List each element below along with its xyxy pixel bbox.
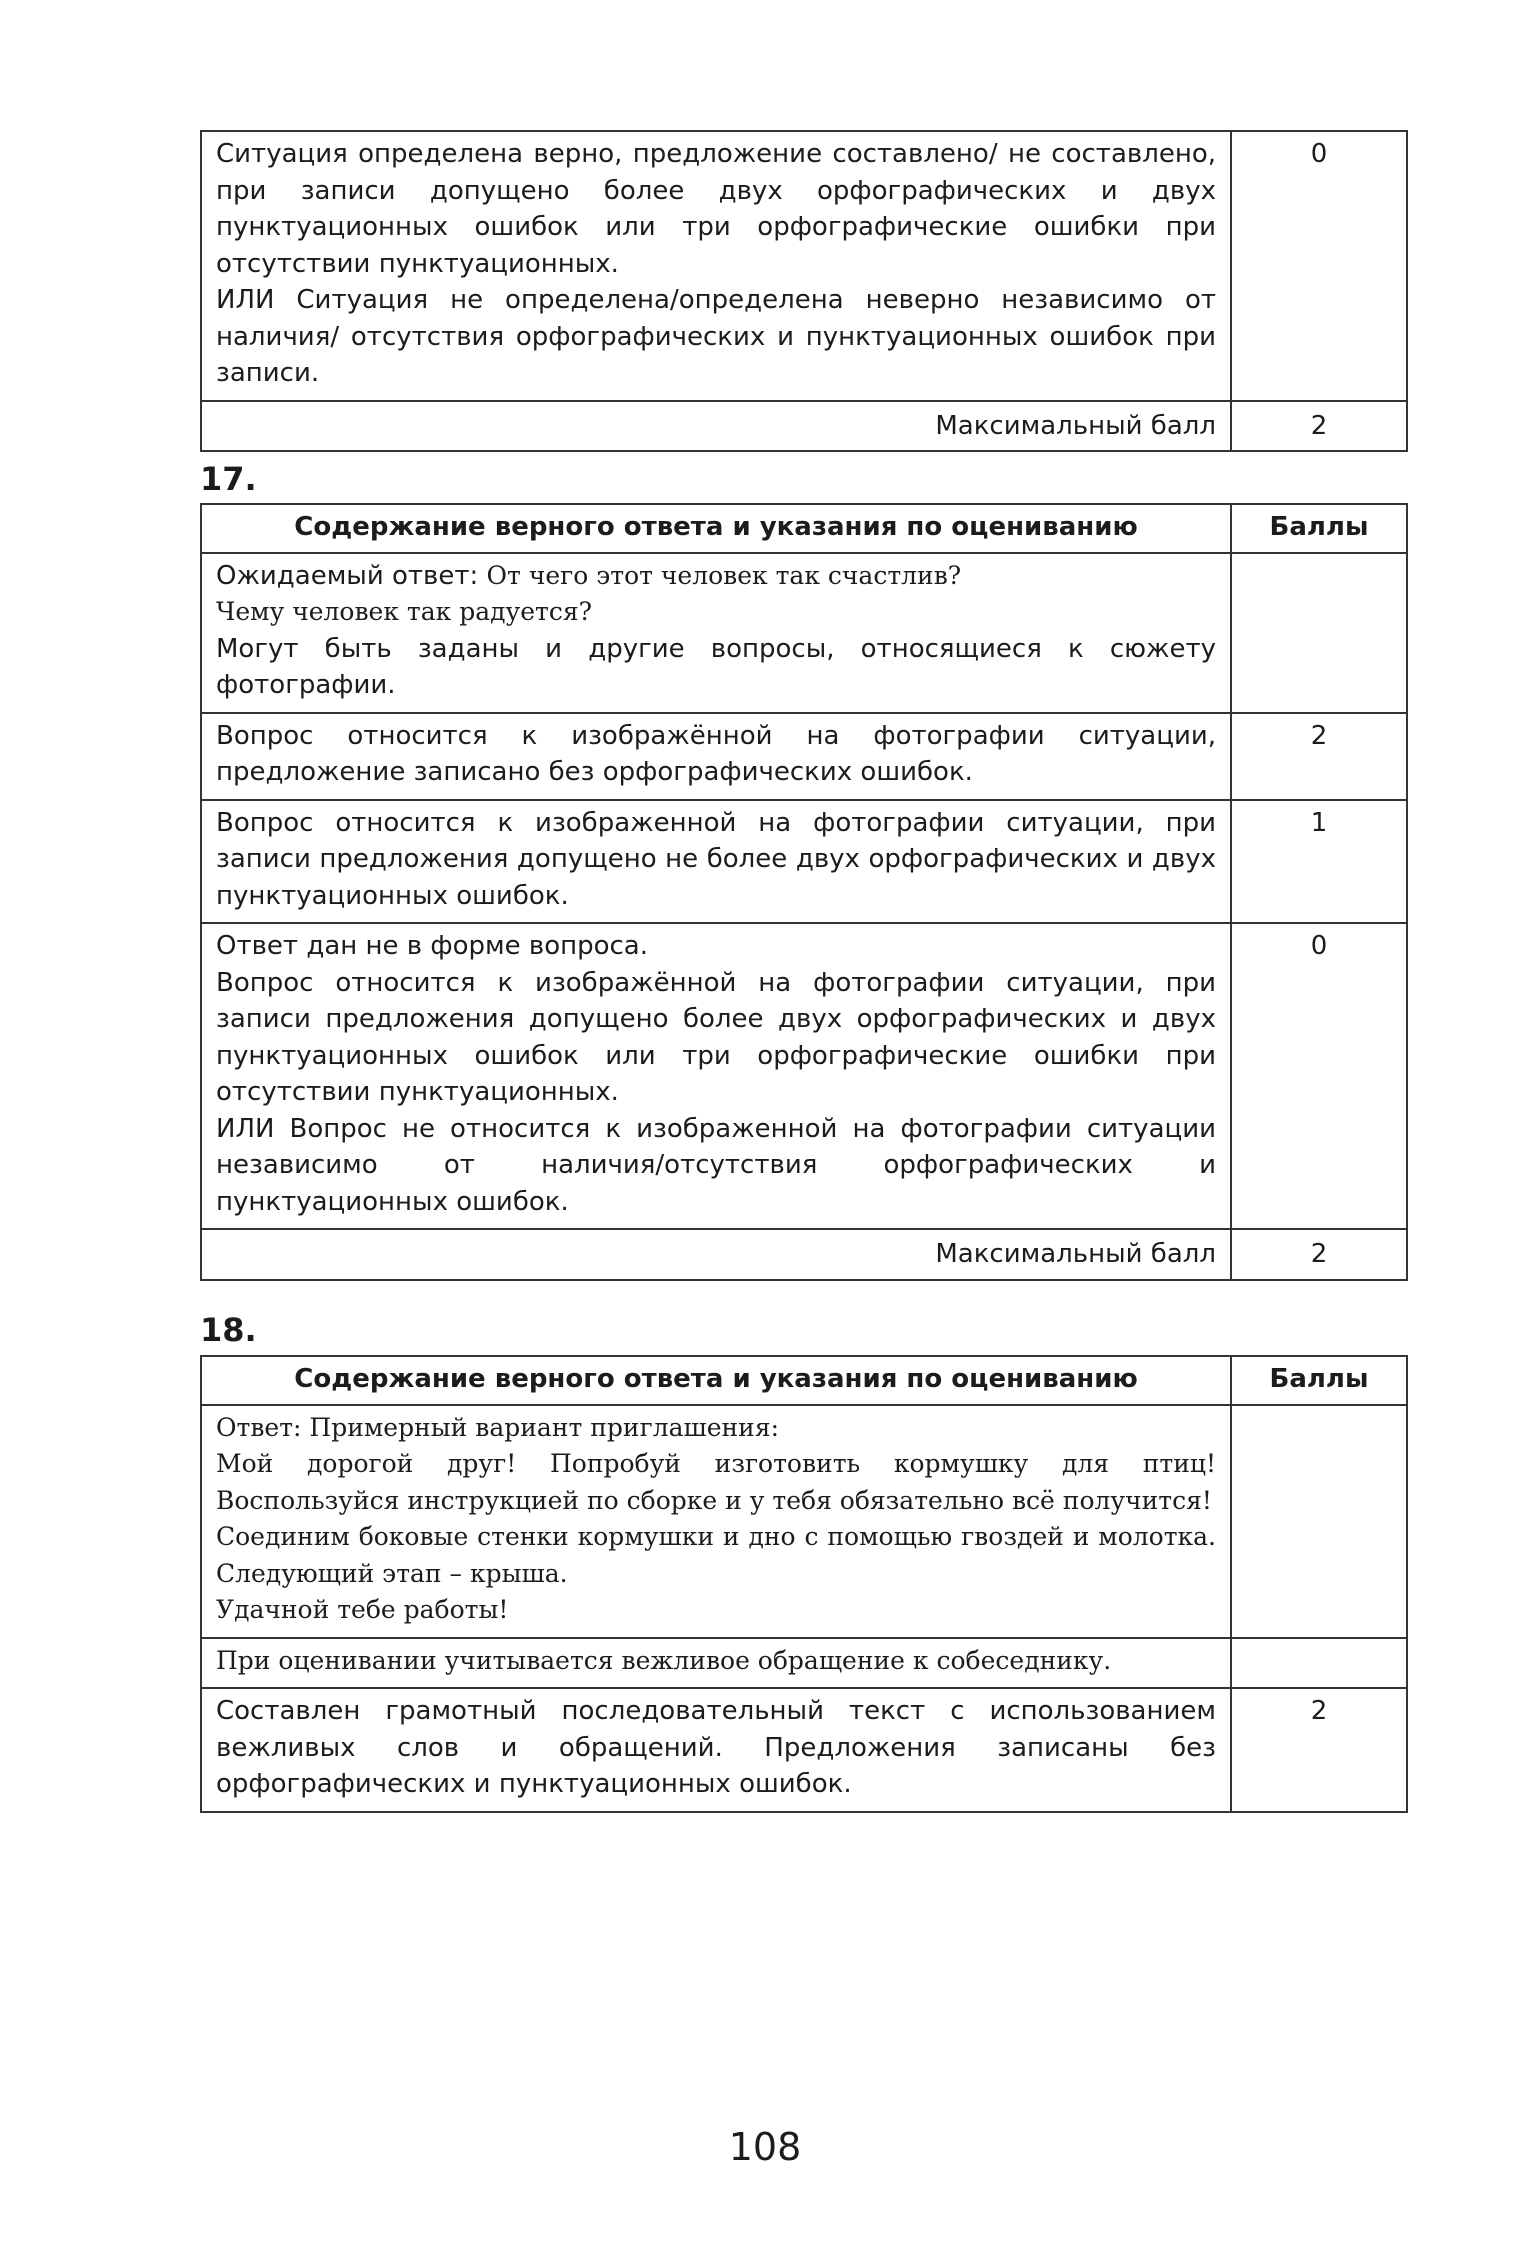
criteria-text: ИЛИ Ситуация не определена/определена неверно независимо от наличия/ отсутствия орфографических и пунктуационных ошибок при записи. (216, 285, 1216, 388)
score-cell: 0 (1231, 131, 1407, 401)
table-row (201, 800, 1407, 924)
score-cell: 1 (1231, 800, 1407, 924)
sample-answer-line: Ответ: Примерный вариант приглашения: (216, 1412, 780, 1442)
max-score-row (201, 401, 1407, 452)
max-score-label: Максимальный балл (201, 401, 1231, 452)
sample-answer-cell (201, 1405, 1231, 1638)
sample-answer-line: Удачной тебе работы! (216, 1595, 509, 1624)
table-row (201, 131, 1407, 401)
expected-answer-text: От чего этот человек так счастлив? (486, 560, 962, 590)
table-row (201, 1688, 1407, 1812)
table-row (201, 923, 1407, 1229)
header-score: Баллы (1231, 1356, 1407, 1405)
sample-answer-row (201, 1405, 1407, 1638)
task-number-18: 18. (200, 1311, 257, 1349)
task17-criteria-table (200, 503, 1408, 1281)
expected-answer-note: Могут быть заданы и другие вопросы, относящиеся к сюжету фотографии. (216, 633, 1216, 700)
table-row (201, 713, 1407, 800)
expected-answer-row (201, 553, 1407, 713)
task18-criteria-table (200, 1355, 1408, 1813)
header-score: Баллы (1231, 504, 1407, 553)
max-score-value: 2 (1231, 401, 1407, 452)
score-cell-empty (1231, 1405, 1407, 1638)
score-cell: 2 (1231, 1688, 1407, 1812)
score-cell-empty (1231, 1638, 1407, 1689)
expected-answer-label: Ожидаемый ответ: (216, 560, 479, 591)
score-cell-empty (1231, 553, 1407, 713)
header-content: Содержание верного ответа и указания по оцениванию (201, 504, 1231, 553)
expected-answer-text-2: Чему человек так радуется? (216, 597, 593, 626)
criteria-cell (201, 800, 1231, 924)
criteria-cell (201, 923, 1231, 1229)
evaluation-note: При оценивании учитывается вежливое обращение к собеседнику. (201, 1638, 1231, 1689)
table-header-row (201, 504, 1407, 553)
criteria-cell (201, 1688, 1231, 1812)
criteria-text: Составлен грамотный последовательный текст с использованием вежливых слов и обращений. Предложения записаны без орфографических и пунктуационных ошибок. (216, 1696, 1216, 1799)
max-score-row (201, 1229, 1407, 1280)
table-header-row (201, 1356, 1407, 1405)
task16-criteria-table (200, 130, 1408, 452)
criteria-cell (201, 131, 1231, 401)
sample-answer-line: Соединим боковые стенки кормушки и дно с помощью гвоздей и молотка. Следующий этап – крыша. (216, 1522, 1216, 1588)
max-score-label: Максимальный балл (201, 1229, 1231, 1280)
task-number-17: 17. (200, 460, 257, 498)
page-number: 108 (728, 2125, 802, 2169)
criteria-text: Ситуация определена верно, предложение составлено/ не составлено, при записи допущено более двух орфографических и двух пунктуационных ошибок или три орфографические ошибки при отсутствии пунктуационных. (216, 139, 1216, 279)
criteria-text: Вопрос относится к изображённой на фотографии ситуации, при записи предложения допущено более двух орфографических и двух пунктуационных ошибок или три орфографические ошибки при отсутствии пунктуационных. (216, 967, 1216, 1107)
criteria-text: Вопрос относится к изображённой на фотографии ситуации, предложение записано без орфографических ошибок. (216, 720, 1216, 787)
criteria-text: Ответ дан не в форме вопроса. (216, 931, 649, 961)
criteria-text: Вопрос относится к изображенной на фотографии ситуации, при записи предложения допущено не более двух орфографических и двух пунктуационных ошибок. (216, 807, 1216, 911)
expected-answer-cell (201, 553, 1231, 713)
header-content: Содержание верного ответа и указания по оцениванию (201, 1356, 1231, 1405)
criteria-text: ИЛИ Вопрос не относится к изображенной на фотографии ситуации независимо от наличия/отсутствия орфографических и пунктуационных ошибок. (216, 1113, 1216, 1217)
score-cell: 0 (1231, 923, 1407, 1229)
criteria-cell (201, 713, 1231, 800)
max-score-value: 2 (1231, 1229, 1407, 1280)
note-row (201, 1638, 1407, 1689)
sample-answer-line: Мой дорогой друг! Попробуй изготовить кормушку для птиц! Воспользуйся инструкцией по сборке и у тебя обязательно всё получится! (216, 1449, 1216, 1515)
score-cell: 2 (1231, 713, 1407, 800)
